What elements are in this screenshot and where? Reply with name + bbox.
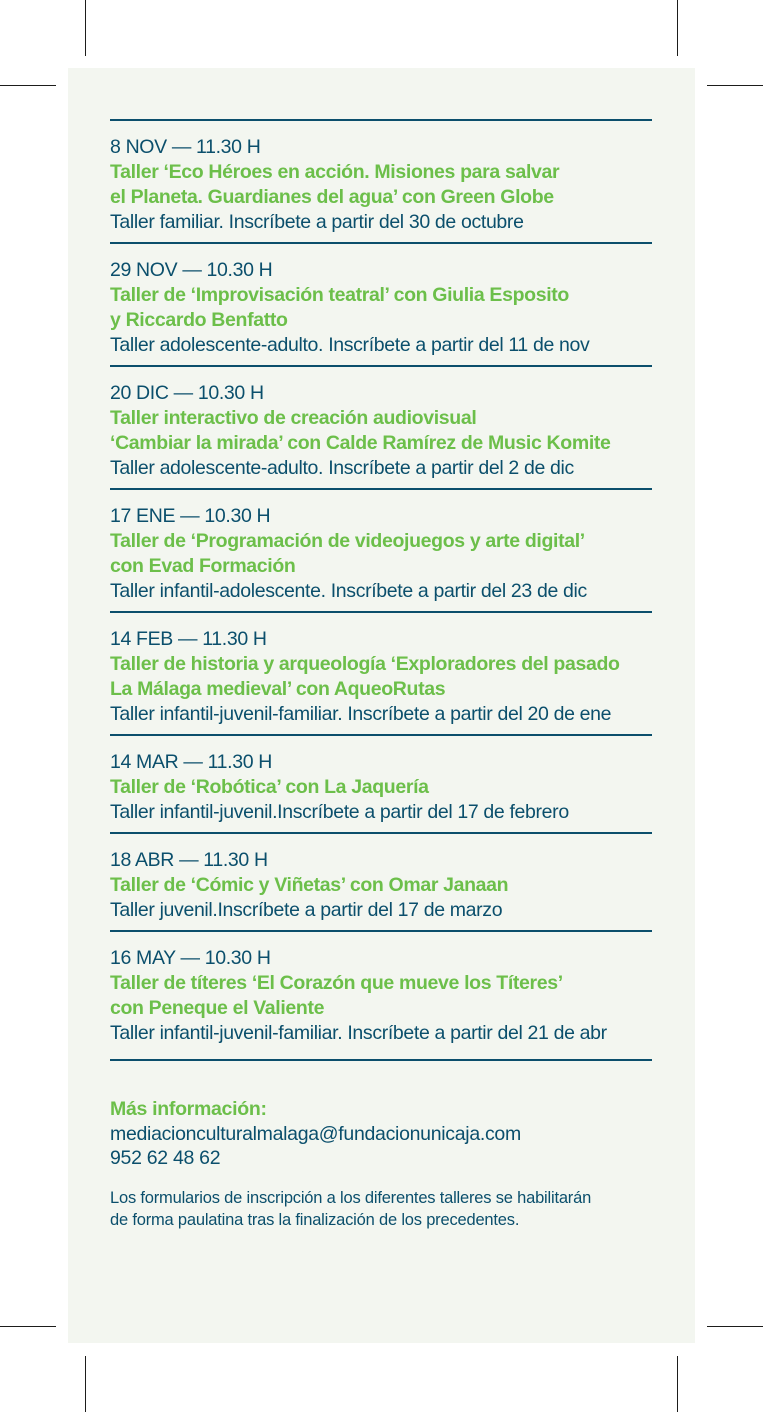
event-item [110, 613, 670, 734]
event-title-line: el Planeta. Guardianes del agua’ con Green Globe [110, 186, 554, 208]
crop-mark [707, 85, 763, 86]
event-title-line: Taller de títeres ‘El Corazón que mueve los Títeres’ [110, 972, 563, 994]
event-title-line: Taller interactivo de creación audiovisual [110, 407, 477, 429]
crop-mark [677, 1356, 678, 1412]
event-description: Taller familiar. Inscríbete a partir del 30 de octubre [110, 211, 524, 233]
event-item [110, 121, 670, 242]
event-item [110, 367, 670, 488]
event-date: 20 DIC — 10.30 H [110, 382, 264, 404]
event-date: 17 ENE — 10.30 H [110, 505, 271, 527]
crop-mark [85, 0, 86, 56]
event-date: 29 NOV — 10.30 H [110, 259, 273, 281]
event-title-line: Taller de ‘Programación de videojuegos y arte digital’ [110, 530, 585, 552]
event-date: 14 FEB — 11.30 H [110, 628, 267, 650]
event-description: Taller adolescente-adulto. Inscríbete a partir del 2 de dic [110, 457, 574, 479]
event-description: Taller infantil-juvenil-familiar. Inscríbete a partir del 20 de ene [110, 703, 612, 725]
event-description: Taller adolescente-adulto. Inscríbete a partir del 11 de nov [110, 334, 590, 356]
crop-mark [677, 0, 678, 56]
event-title-line: ‘Cambiar la mirada’ con Calde Ramírez de Music Komite [110, 432, 611, 454]
event-item [110, 736, 670, 832]
info-label: Más información: [110, 1098, 267, 1120]
event-title-line: Taller de ‘Robótica’ con La Jaquería [110, 776, 429, 798]
event-date: 8 NOV — 11.30 H [110, 136, 261, 158]
divider [110, 1059, 652, 1061]
event-date: 18 ABR — 11.30 H [110, 849, 268, 871]
event-date: 16 MAY — 10.30 H [110, 947, 271, 969]
event-description: Taller infantil-juvenil-familiar. Inscríbete a partir del 21 de abr [110, 1022, 607, 1044]
event-item [110, 932, 670, 1053]
crop-mark [0, 1326, 56, 1327]
event-title-line: Taller de ‘Cómic y Viñetas’ con Omar Janaan [110, 874, 509, 896]
event-item [110, 834, 670, 930]
event-title-line: y Riccardo Benfatto [110, 309, 288, 331]
event-title-line: con Peneque el Valiente [110, 997, 325, 1019]
event-list [110, 119, 670, 1232]
event-title-line: Taller ‘Eco Héroes en acción. Misiones para salvar [110, 161, 560, 183]
contact-info [110, 1097, 670, 1171]
event-title-line: con Evad Formación [110, 555, 296, 577]
event-title-line: La Málaga medieval’ con AqueoRutas [110, 678, 446, 700]
event-title-line: Taller de historia y arqueología ‘Exploradores del pasado [110, 653, 620, 675]
event-description: Taller infantil-juvenil.Inscríbete a partir del 17 de febrero [110, 801, 569, 823]
event-description: Taller juvenil.Inscríbete a partir del 17 de marzo [110, 899, 503, 921]
contact-email[interactable]: mediacionculturalmalaga@fundacionunicaja.com [110, 1122, 521, 1145]
event-item [110, 490, 670, 611]
crop-mark [0, 85, 56, 86]
event-date: 14 MAR — 11.30 H [110, 751, 273, 773]
contact-phone[interactable]: 952 62 48 62 [110, 1147, 221, 1169]
crop-mark [85, 1356, 86, 1412]
registration-note: Los formularios de inscripción a los diferentes talleres se habilitarán de forma paulatina tras la finalización de los precedentes. [110, 1188, 592, 1229]
event-title-line: Taller de ‘Improvisación teatral’ con Giulia Esposito [110, 284, 569, 306]
event-item [110, 244, 670, 365]
crop-mark [707, 1326, 763, 1327]
event-description: Taller infantil-adolescente. Inscríbete a partir del 23 de dic [110, 580, 587, 602]
